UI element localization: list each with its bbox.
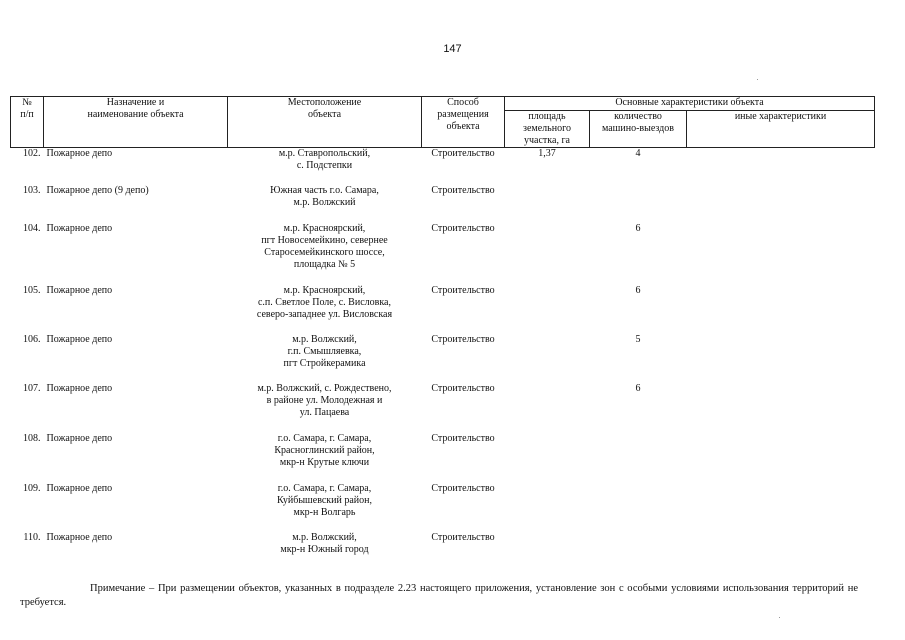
row-method: Строительство	[431, 432, 495, 444]
header-other: иные характеристики	[687, 111, 875, 148]
row-other	[687, 185, 875, 223]
row-method: Строительство	[431, 184, 495, 196]
header-location: Местоположение объекта	[228, 97, 422, 148]
table-row	[11, 334, 875, 383]
header-method: Способ размещения объекта	[422, 97, 505, 148]
row-location: м.р. Ставропольский, с. Подстепки	[278, 148, 371, 171]
row-method: Строительство	[431, 222, 495, 234]
footnote-note: Примечание – При размещении объектов, указанных в подразделе 2.23 настоящего приложения, установление зон с особыми условиями использования территорий не требуется.	[20, 582, 858, 608]
table-row	[11, 483, 875, 532]
row-num: 104.	[23, 222, 41, 234]
row-vehicles: 5	[635, 333, 641, 345]
row-num: 110.	[23, 531, 41, 543]
table-row	[11, 383, 875, 433]
row-num: 109.	[23, 482, 41, 494]
header-vehicles: количество машино-выездов	[590, 111, 687, 148]
row-name: Пожарное депо	[46, 382, 113, 394]
row-location: г.о. Самара, г. Самара, Куйбышевский район, мкр-н Волгарь	[276, 482, 373, 518]
row-name: Пожарное депо	[46, 222, 113, 234]
row-vehicles: 6	[635, 382, 641, 394]
table-header	[11, 97, 875, 148]
row-name: Пожарное депо	[46, 148, 113, 159]
row-num: 103.	[23, 184, 41, 196]
objects-table	[10, 96, 875, 558]
table-row	[11, 433, 875, 483]
row-vehicles	[590, 433, 687, 483]
table-row	[11, 285, 875, 334]
row-name: Пожарное депо	[46, 531, 113, 543]
row-area	[505, 334, 590, 383]
row-area	[505, 483, 590, 532]
row-other	[687, 285, 875, 334]
header-num: № п/п	[11, 97, 44, 148]
row-other	[687, 483, 875, 532]
row-area	[505, 185, 590, 223]
row-location: м.р. Красноярский, пгт Новосемейкино, севернее Старосемейкинского шоссе, площадка № 5	[261, 222, 388, 270]
page-number: 147	[443, 43, 462, 55]
scan-dot	[757, 79, 758, 80]
table-body	[11, 148, 875, 558]
row-vehicles	[590, 483, 687, 532]
row-other	[687, 334, 875, 383]
row-area	[505, 223, 590, 285]
row-num: 106.	[23, 333, 41, 345]
row-other	[687, 433, 875, 483]
scan-dot	[779, 617, 780, 618]
row-name: Пожарное депо	[46, 333, 113, 345]
row-method: Строительство	[431, 482, 495, 494]
row-location: Южная часть г.о. Самара, м.р. Волжский	[270, 184, 379, 208]
header-area: площадь земельного участка, га	[505, 111, 590, 148]
row-name: Пожарное депо	[46, 284, 113, 296]
row-area: 1,37	[538, 148, 556, 159]
row-other	[687, 148, 875, 185]
header-name: Назначение и наименование объекта	[44, 97, 228, 148]
row-method: Строительство	[431, 382, 495, 394]
row-vehicles	[590, 185, 687, 223]
table-row	[11, 532, 875, 558]
row-method: Строительство	[431, 148, 495, 159]
row-location: м.р. Волжский, мкр-н Южный город	[280, 531, 369, 555]
row-vehicles: 6	[635, 222, 641, 234]
row-other	[687, 532, 875, 558]
row-name: Пожарное депо (9 депо)	[46, 184, 149, 196]
row-num: 107.	[23, 382, 41, 394]
row-method: Строительство	[431, 531, 495, 543]
row-location: м.р. Волжский, с. Рождествено, в районе ул. Молодежная и ул. Пацаева	[257, 382, 392, 418]
row-vehicles: 6	[635, 284, 641, 296]
row-area	[505, 433, 590, 483]
row-location: м.р. Волжский, г.п. Смышляевка, пгт Стройкерамика	[283, 333, 366, 369]
row-location: г.о. Самара, г. Самара, Красноглинский район, мкр-н Крутые ключи	[274, 432, 375, 468]
row-num: 108.	[23, 432, 41, 444]
row-method: Строительство	[431, 284, 495, 296]
header-characteristics: Основные характеристики объекта	[505, 97, 875, 111]
table-row	[11, 148, 875, 185]
row-other	[687, 223, 875, 285]
row-area	[505, 285, 590, 334]
row-num: 105.	[23, 284, 41, 296]
row-area	[505, 383, 590, 433]
row-vehicles: 4	[635, 148, 641, 159]
table-row	[11, 185, 875, 223]
row-vehicles	[590, 532, 687, 558]
row-method: Строительство	[431, 333, 495, 345]
row-other	[687, 383, 875, 433]
row-name: Пожарное депо	[46, 432, 113, 444]
row-name: Пожарное депо	[46, 482, 113, 494]
table-row	[11, 223, 875, 285]
row-location: м.р. Красноярский, с.п. Светлое Поле, с. Висловка, северо-западнее ул. Висловская	[256, 284, 393, 320]
row-num: 102.	[23, 148, 41, 159]
row-area	[505, 532, 590, 558]
